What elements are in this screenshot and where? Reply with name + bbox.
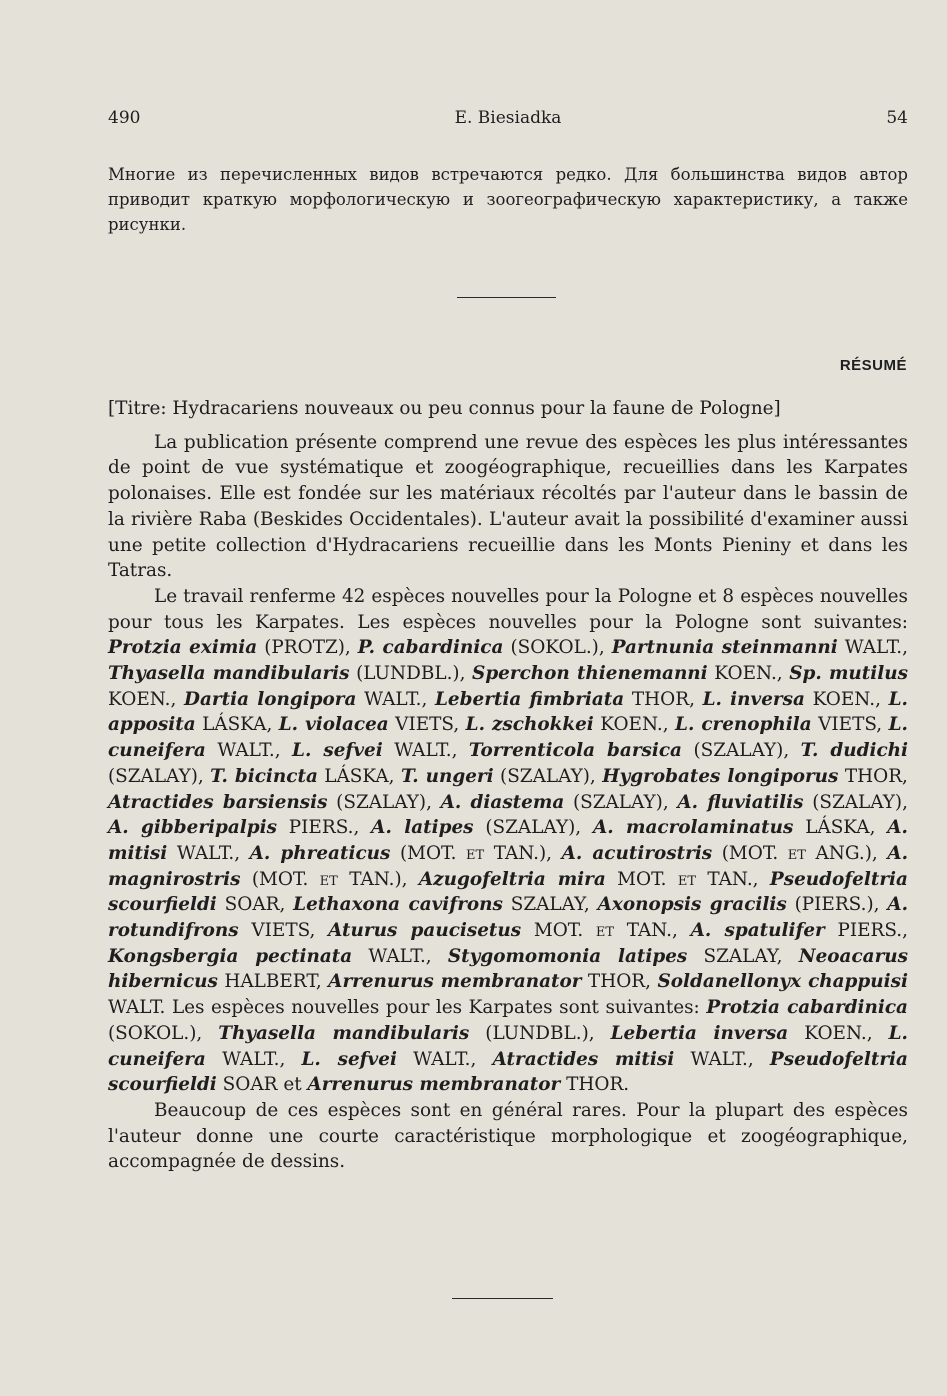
species-authority: THOR, — [631, 688, 695, 710]
species-name: Pseudofeltria scourfieldi — [108, 868, 908, 916]
species-authority: WALT., — [690, 1048, 754, 1070]
species-authority: WALT., — [368, 945, 432, 967]
species-name: Torrenticola barsica — [468, 740, 682, 762]
species-name: L. cuneifera — [108, 1022, 908, 1070]
species-name: Azugofeltria mira — [418, 868, 606, 890]
species-name: Sp. mutilus — [789, 663, 908, 685]
species-authority: WALT., — [413, 1048, 477, 1070]
species-authority: MOT. et TAN., — [617, 868, 759, 890]
species-name: A. mitisi — [108, 817, 908, 864]
species-name: L. sefvei — [292, 740, 383, 762]
species-name: A. gibberipalpis — [108, 817, 277, 839]
paragraph-2-intro: Le travail renferme 42 espèces nouvelles pour la Pologne et 8 espèces nouvelles pour tous les Karpates. Les espèces nouvelles pour la Pologne sont suivantes: — [108, 585, 908, 633]
species-name: A. macrolaminatus — [592, 817, 794, 839]
species-authority: (SZALAY), — [500, 765, 596, 787]
species-name: Thyasella mandibularis — [218, 1022, 470, 1044]
species-authority: (SZALAY), — [812, 791, 908, 813]
species-name: Protzia cabardinica — [706, 997, 908, 1019]
species-name: Soldanellonyx chappuisi — [657, 971, 908, 993]
species-authority: WALT. — [108, 997, 166, 1019]
species-authority: WALT., — [364, 688, 428, 710]
resume-heading: RÉSUMÉ — [839, 357, 907, 374]
species-authority: LÁSKA, — [324, 765, 395, 787]
species-name: Protzia eximia — [108, 637, 258, 659]
resume-body — [108, 396, 908, 1175]
running-header — [108, 108, 908, 138]
species-authority: KOEN., — [714, 663, 783, 685]
species-name: A. fluviatilis — [677, 791, 804, 813]
species-name: L. apposita — [108, 688, 908, 736]
species-name: A. magnirostris — [108, 842, 908, 890]
species-name: Lebertia fimbriata — [435, 688, 625, 710]
species-authority: (SZALAY), — [108, 765, 204, 787]
species-authority: KOEN., — [804, 1022, 873, 1044]
species-authority: WALT., — [844, 637, 908, 659]
species-authority: (MOT. et ANG.), — [721, 842, 878, 864]
species-authority: (SZALAY), — [572, 791, 669, 813]
species-authority: HALBERT, — [224, 971, 322, 993]
species-name: Hygrobates longiporus — [602, 765, 839, 787]
species-authority: THOR. — [566, 1074, 630, 1096]
species-name: P. cabardinica — [357, 637, 504, 659]
paragraph-2-karpates-intro: Les espèces nouvelles pour les Karpates sont suivantes: — [171, 997, 700, 1019]
species-authority: (SOKOL.), — [108, 1022, 203, 1044]
species-name: Axonopsis gracilis — [597, 894, 787, 916]
species-authority: VIETS, — [251, 920, 316, 942]
species-authority: SOAR, — [224, 894, 286, 916]
species-authority: SZALAY, — [703, 945, 783, 967]
species-authority: LÁSKA, — [805, 817, 876, 839]
species-name: Neoacarus hibernicus — [108, 945, 908, 993]
species-name: L. sefvei — [301, 1048, 397, 1070]
russian-summary: Многие из перечисленных видов встречаются редко. Для большинства видов автор приводит краткую морфологическую и зоогеографическую характеристику, а также рисунки. — [108, 165, 908, 234]
species-name: Partnunia steinmanni — [611, 637, 838, 659]
page-number-right: 54 — [886, 108, 908, 128]
species-name: Lethaxona cavifrons — [293, 894, 503, 916]
species-authority: THOR, — [587, 971, 651, 993]
species-name: A. phreaticus — [249, 842, 391, 864]
running-author: E. Biesiadka — [454, 108, 562, 128]
species-authority: (SOKOL.), — [510, 637, 605, 659]
species-name: L. violacea — [278, 714, 389, 736]
species-name: L. crenophila — [675, 714, 812, 736]
species-authority: VIETS, — [395, 714, 460, 736]
species-authority: WALT., — [176, 842, 241, 864]
species-name: A. spatulifer — [690, 920, 825, 942]
species-name: L. inversa — [702, 688, 805, 710]
species-name: A. rotundifrons — [108, 894, 909, 942]
species-name: A. latipes — [371, 817, 474, 839]
species-name: A. acutirostris — [561, 842, 713, 864]
divider-top — [457, 297, 556, 298]
divider-bottom — [452, 1298, 553, 1299]
species-authority: PIERS., — [837, 920, 908, 942]
species-name: L. zschokkei — [465, 714, 594, 736]
species-name: Arrenurus membranator — [328, 971, 582, 993]
species-authority: KOEN., — [812, 688, 881, 710]
species-authority: (LUNDBL.), — [485, 1022, 595, 1044]
species-name: T. ungeri — [400, 765, 494, 787]
species-authority: (SZALAY), — [693, 740, 790, 762]
species-authority: THOR, — [844, 765, 908, 787]
species-authority: (PROTZ), — [264, 637, 351, 659]
species-name: Stygomomonia latipes — [447, 945, 688, 967]
page-number-left: 490 — [108, 108, 141, 128]
species-name: Sperchon thienemanni — [472, 663, 708, 685]
species-authority: WALT., — [222, 1048, 286, 1070]
species-name: A. diastema — [440, 791, 565, 813]
species-authority: (MOT. et TAN.), — [399, 842, 553, 864]
species-authority: WALT., — [217, 740, 281, 762]
species-authority: LÁSKA, — [202, 714, 273, 736]
paragraph-2 — [108, 584, 908, 1098]
species-authority: (SZALAY), — [485, 817, 582, 839]
species-authority: MOT. et TAN., — [533, 920, 678, 942]
species-name: Lebertia inversa — [610, 1022, 789, 1044]
species-name: Aturus paucisetus — [328, 920, 522, 942]
species-name: Pseudofeltria scourfieldi — [108, 1048, 908, 1096]
species-authority: PIERS., — [288, 817, 360, 839]
species-name: Thyasella mandibularis — [108, 663, 350, 685]
species-authority: KOEN., — [108, 688, 177, 710]
species-authority: (SZALAY), — [336, 791, 432, 813]
species-name: T. dudichi — [800, 740, 909, 762]
species-name: Atractides barsiensis — [108, 791, 328, 813]
species-authority: KOEN., — [600, 714, 669, 736]
species-list-poland — [108, 637, 908, 1018]
titre-line: [Titre: Hydracariens nouveaux ou peu connus pour la faune de Pologne] — [108, 398, 781, 419]
species-authority: SZALAY, — [510, 894, 590, 916]
species-name: Kongsbergia pectinata — [108, 945, 353, 967]
species-authority: (MOT. et TAN.), — [251, 868, 408, 890]
species-name: T. bicincta — [210, 765, 318, 787]
species-authority: VIETS, — [818, 714, 883, 736]
species-name: L. cuneifera — [108, 714, 908, 762]
species-authority: WALT., — [394, 740, 458, 762]
species-name: Arrenurus membranator — [307, 1074, 561, 1096]
paragraph-3: Beaucoup de ces espèces sont en général rares. Pour la plupart des espèces l'auteur donne une courte caractéristique morphologique et zoogéographique, accompagnée de dessins. — [108, 1099, 908, 1173]
paragraph-1: La publication présente comprend une revue des espèces les plus intéressantes de point de vue systématique et zoogéographique, recueillies dans les Karpates polonaises. Elle est fondée sur les matériaux récoltés par l'auteur dans le bassin de la rivière Raba (Beskides Occidentales). L'auteur avait la possibilité d'examiner aussi une petite collection d'Hydracariens recueillie dans les Monts Pieniny et dans les Tatras. — [108, 431, 908, 582]
species-authority: (PIERS.), — [794, 894, 880, 916]
species-name: Dartia longipora — [184, 688, 357, 710]
species-authority: SOAR — [222, 1074, 278, 1096]
conjunction-et: et — [283, 1074, 302, 1096]
species-name: Atractides mitisi — [492, 1048, 675, 1070]
species-authority: (LUNDBL.), — [356, 663, 466, 685]
